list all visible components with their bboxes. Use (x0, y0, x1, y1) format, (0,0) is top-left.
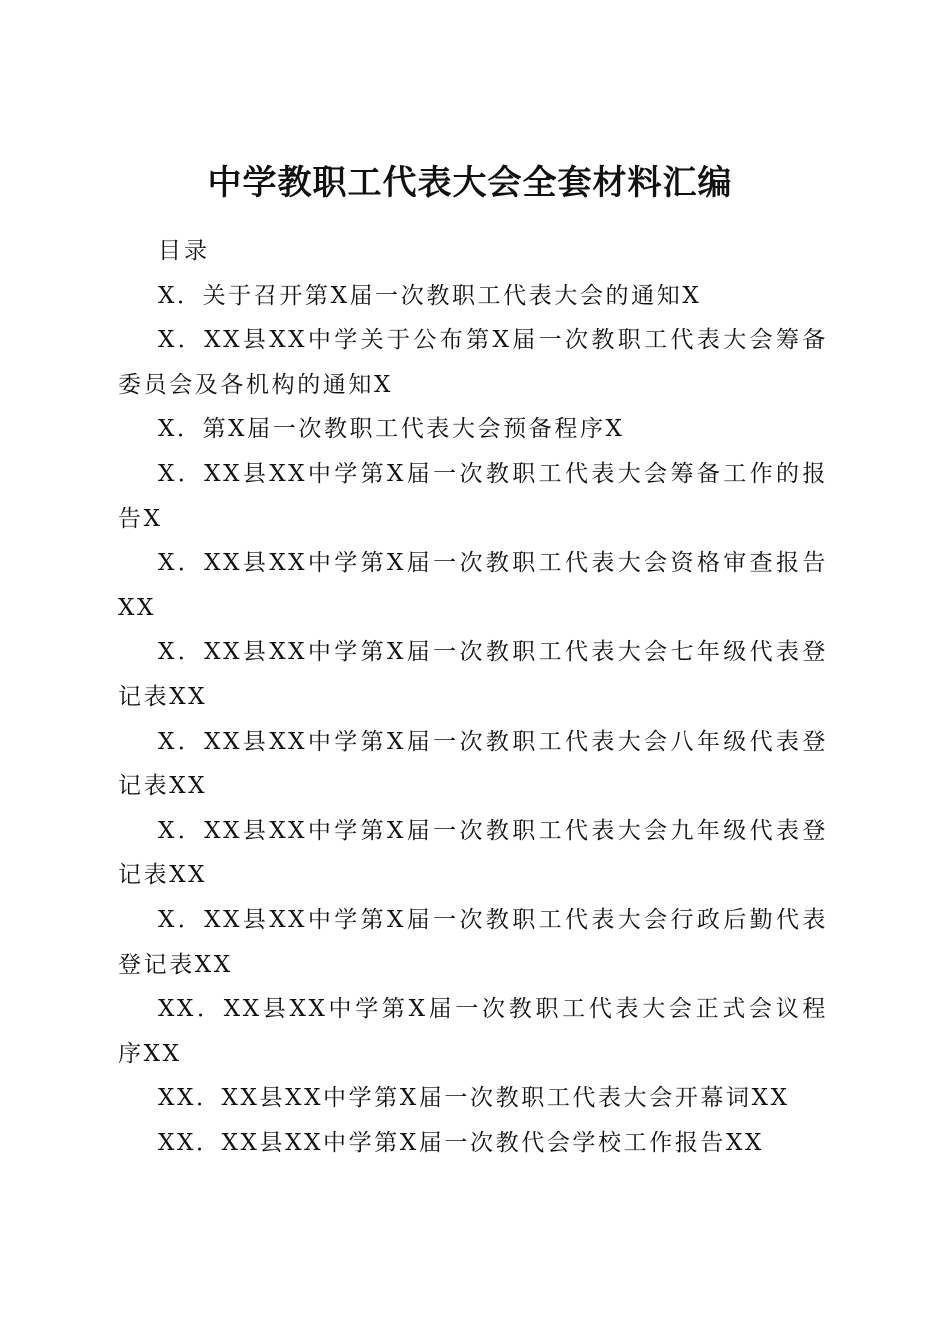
toc-entry-3: X．第X届一次教职工代表大会预备程序X (158, 416, 625, 443)
table-of-contents (118, 229, 828, 1165)
document-title: 中学教职工代表大会全套材料汇编 (207, 162, 733, 203)
toc-entry-6: X．XX县XX中学第X届一次教职工代表大会七年级代表登记表XX (118, 639, 828, 710)
toc-entry-2: X．XX县XX中学关于公布第X届一次教职工代表大会筹备委员会及各机构的通知X (118, 327, 828, 398)
toc-entry-10: XX．XX县XX中学第X届一次教职工代表大会正式会议程序XX (118, 996, 828, 1067)
toc-entry-11: XX．XX县XX中学第X届一次教职工代表大会开幕词XX (158, 1085, 790, 1112)
toc-entry-7: X．XX县XX中学第X届一次教职工代表大会八年级代表登记表XX (118, 728, 828, 800)
toc-entry-12: XX．XX县XX中学第X届一次教代会学校工作报告XX (158, 1129, 764, 1156)
toc-entry-9: X．XX县XX中学第X届一次教职工代表大会行政后勤代表登记表XX (118, 906, 828, 978)
toc-entry-4: X．XX县XX中学第X届一次教职工代表大会筹备工作的报告X (118, 460, 828, 532)
toc-entry-5: X．XX县XX中学第X届一次教职工代表大会资格审查报告XX (118, 550, 828, 621)
toc-entry-1: X．关于召开第X届一次教职工代表大会的通知X (158, 282, 702, 309)
toc-heading: 目录 (158, 238, 210, 264)
toc-entry-8: X．XX县XX中学第X届一次教职工代表大会九年级代表登记表XX (118, 817, 828, 889)
